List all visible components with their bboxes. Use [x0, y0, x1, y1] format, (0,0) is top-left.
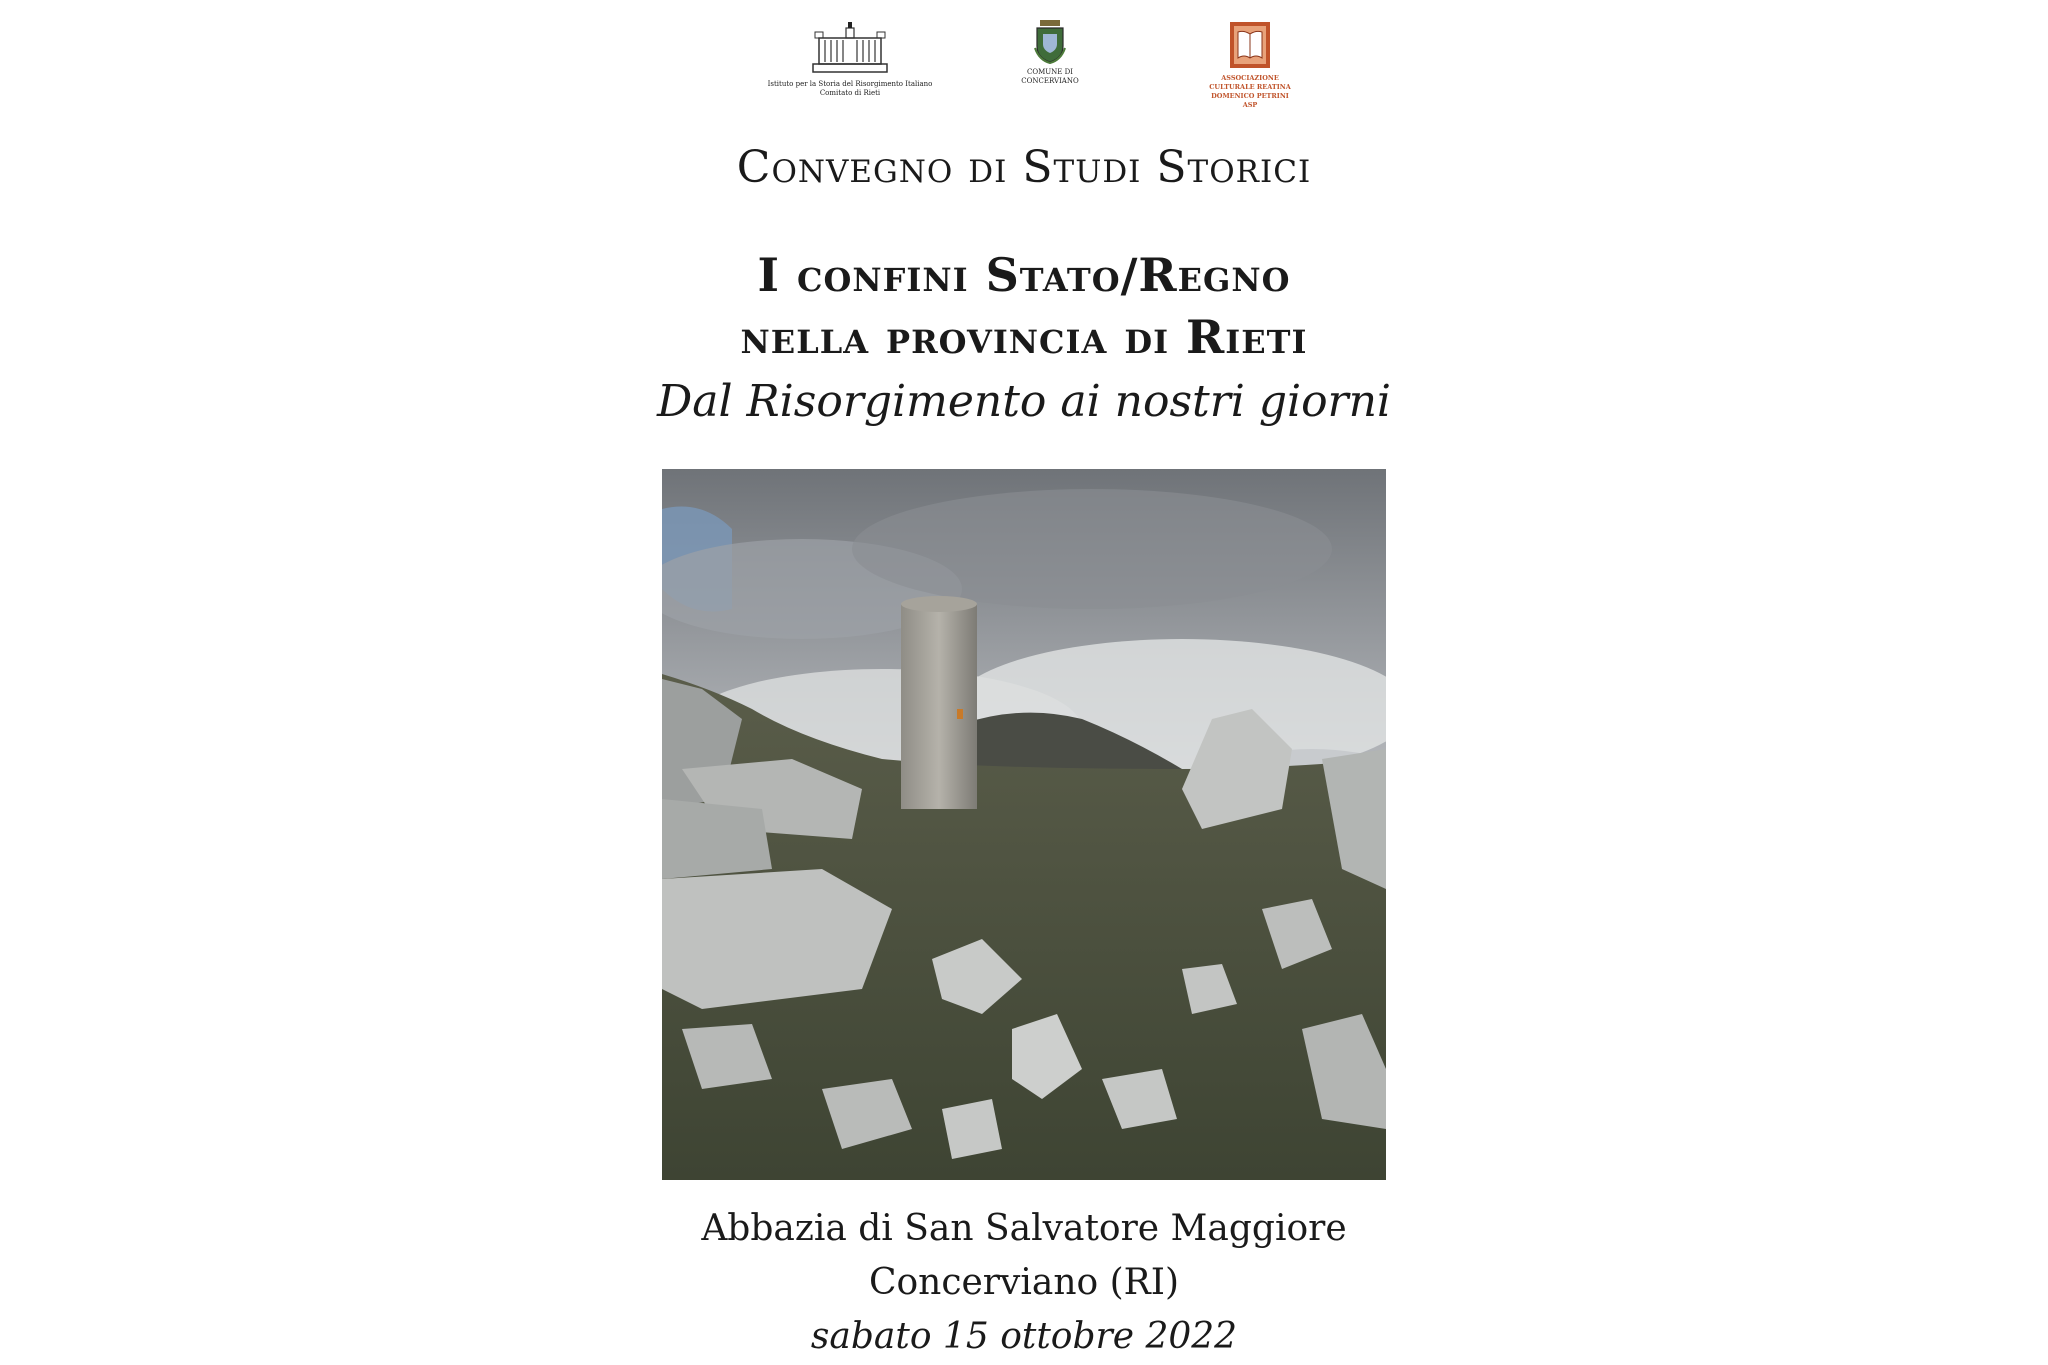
isri-caption-1: Istituto per la Storia del Risorgimento Italiano	[767, 80, 933, 88]
assoc-caption-2: CULTURALE REATINA	[1209, 83, 1291, 91]
sponsor-logos	[0, 18, 2048, 113]
isri-logo	[760, 20, 940, 98]
event-date: sabato 15 ottobre 2022	[810, 1316, 1238, 1357]
subtitle: Dal Risorgimento ai nostri giorni	[656, 376, 1391, 427]
comune-caption-1: COMUNE DI	[1027, 68, 1073, 76]
associazione-logo	[1190, 20, 1310, 110]
comune-caption-2: CONCERVIANO	[1021, 77, 1079, 85]
venue-name: Abbazia di San Salvatore Maggiore	[701, 1208, 1347, 1249]
coat-of-arms-icon	[1033, 18, 1067, 64]
assoc-caption-3: DOMENICO PETRINI	[1211, 92, 1289, 100]
isri-caption-2: Comitato di Rieti	[819, 89, 881, 97]
monument-icon	[805, 20, 895, 76]
venue-place: Concerviano (RI)	[868, 1262, 1180, 1303]
event-type-heading: Convegno di Studi Storici	[736, 142, 1312, 193]
book-emblem-icon	[1228, 20, 1272, 70]
assoc-caption-4: ASP	[1242, 101, 1258, 109]
boundary-stone-photo	[662, 469, 1386, 1180]
title-line-2: nella provincia di Rieti	[740, 310, 1308, 364]
title-line-1: I confini Stato/Regno	[757, 248, 1291, 302]
comune-logo	[1000, 18, 1100, 86]
assoc-caption-1: ASSOCIAZIONE	[1221, 74, 1279, 82]
